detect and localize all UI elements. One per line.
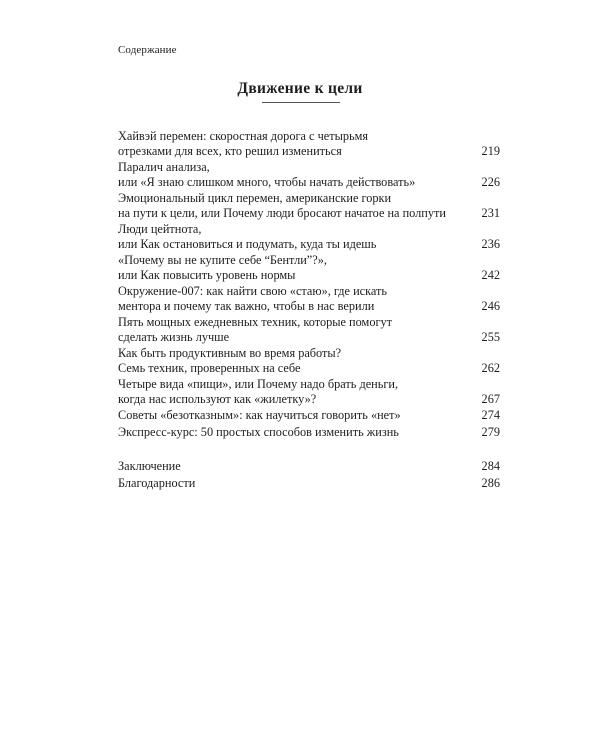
toc-entry-title-line: Как быть продуктивным во время работы?: [118, 346, 342, 360]
toc-entry-title-line: или Как остановиться и подумать, куда ты идешь: [118, 236, 377, 251]
running-head: Содержание: [118, 44, 177, 56]
section-title: Движение к цели: [237, 80, 363, 97]
toc-entry-title-line: Эмоциональный цикл перемен, американские горки: [118, 191, 392, 205]
toc-chapter-list: [118, 129, 500, 439]
toc-entry-title-line: или «Я знаю слишком много, чтобы начать действовать»: [118, 174, 416, 189]
toc-page-number: 246: [481, 298, 500, 313]
toc-entry-title-line: Люди цейтнота,: [118, 222, 202, 236]
toc-entry-title-line: сделать жизнь лучше: [118, 329, 230, 344]
toc-back-matter-entry: [118, 459, 500, 474]
toc-back-matter-list: [118, 459, 500, 490]
toc-entry: [118, 377, 500, 406]
toc-entry: [118, 284, 500, 313]
toc-entry-title-line: Окружение-007: как найти свою «стаю», где искать: [118, 284, 388, 298]
toc-entry-title-line: или Как повысить уровень нормы: [118, 267, 296, 282]
toc-page-number: 219: [481, 143, 500, 158]
toc-page-number: 231: [481, 205, 500, 220]
toc-entry: [118, 253, 500, 282]
toc-page-number: 279: [481, 424, 500, 439]
toc-entry-title-line: ментора и почему так важно, чтобы в нас верили: [118, 298, 375, 313]
toc-entry-title-line: Семь техник, проверенных на себе: [118, 360, 301, 375]
toc-entry-title-line: «Почему вы не купите себе “Бентли”?»,: [118, 253, 327, 267]
toc-page-number: 242: [481, 267, 500, 282]
toc-entry: [118, 191, 500, 220]
toc-page-number: 226: [481, 174, 500, 189]
toc-page-number: 267: [481, 391, 500, 406]
toc-spacer: [118, 441, 500, 459]
toc-back-matter-entry: [118, 476, 500, 491]
title-underline: [262, 102, 340, 103]
toc-entry: [118, 346, 500, 375]
toc-entry-title-line: Благодарности: [118, 475, 196, 490]
toc-entry-title-line: Советы «безотказным»: как научиться говорить «нет»: [118, 408, 401, 422]
table-of-contents: [118, 129, 500, 492]
toc-page-number: 255: [481, 329, 500, 344]
toc-entry-title-line: Экспресс-курс: 50 простых способов изменить жизнь: [118, 424, 399, 439]
toc-entry: [118, 315, 500, 344]
toc-entry-title-line: Хайвэй перемен: скоростная дорога с четырьмя: [118, 129, 369, 143]
toc-entry: [118, 129, 500, 158]
toc-entry: [118, 222, 500, 251]
toc-entry-title-line: Четыре вида «пищи», или Почему надо брать деньги,: [118, 377, 399, 391]
toc-entry-title-line: на пути к цели, или Почему люди бросают начатое на полпути: [118, 205, 446, 220]
toc-entry-title-line: Заключение: [118, 459, 181, 473]
toc-entry-title-line: когда нас используют как «жилетку»?: [118, 391, 317, 406]
toc-page-number: 262: [481, 360, 500, 375]
toc-entry: [118, 425, 500, 440]
toc-page-number: 286: [481, 475, 500, 490]
toc-entry-title-line: Паралич анализа,: [118, 160, 210, 174]
toc-entry-title-line: отрезками для всех, кто решил измениться: [118, 143, 342, 158]
toc-entry: [118, 160, 500, 189]
toc-page-number: 274: [481, 408, 500, 422]
toc-entry: [118, 408, 500, 423]
toc-page-number: 236: [481, 236, 500, 251]
toc-entry-title-line: Пять мощных ежедневных техник, которые помогут: [118, 315, 393, 329]
toc-page-number: 284: [481, 459, 500, 473]
